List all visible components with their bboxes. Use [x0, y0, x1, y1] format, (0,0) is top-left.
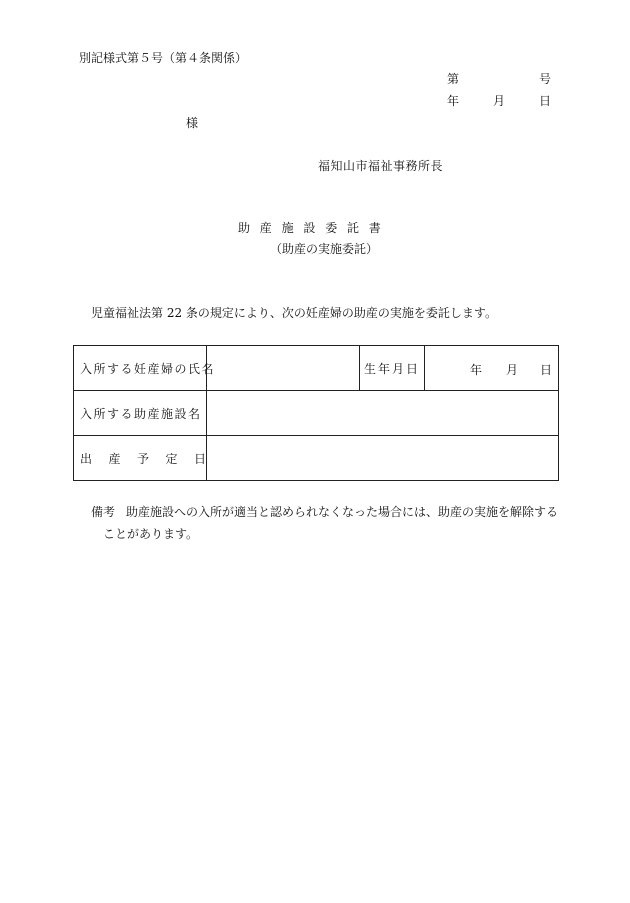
pregnant-woman-name-label: 入所する妊産婦の氏名	[74, 346, 207, 391]
table-row	[74, 436, 559, 481]
birth-date-label: 生年月日	[360, 346, 425, 391]
date-year-label: 年	[447, 94, 460, 108]
birth-year-label: 年	[470, 363, 483, 377]
document-subtitle: （助産の実施委託）	[270, 242, 379, 256]
body-paragraph: 児童福祉法第 22 条の規定により、次の妊産婦の助産の実施を委託します。	[91, 306, 497, 320]
note-text-line2: ことがあります。	[103, 527, 199, 541]
note-text-line1: 助産施設への入所が適当と認められなくなった場合には、助産の実施を解除する	[126, 505, 559, 519]
birth-day-label: 日	[540, 363, 553, 377]
due-date-field[interactable]	[207, 436, 559, 481]
due-date-label: 出産予定日	[74, 436, 207, 481]
facility-name-label: 入所する助産施設名	[74, 391, 207, 436]
birth-month-label: 月	[506, 363, 519, 377]
date-day-label: 日	[539, 94, 552, 108]
doc-number-suffix: 号	[539, 72, 552, 86]
note-heading: 備考	[91, 505, 116, 519]
table-row	[74, 391, 559, 436]
doc-number-prefix: 第	[447, 72, 460, 86]
table-row	[74, 346, 559, 391]
addressee-suffix: 様	[186, 116, 199, 130]
birth-date-field[interactable]	[425, 346, 559, 391]
form-number: 別記様式第５号（第４条関係）	[79, 51, 248, 65]
entrustment-table	[73, 345, 559, 481]
document-title: 助産施設委託書	[238, 221, 391, 235]
issuer-name: 福知山市福祉事務所長	[318, 159, 444, 173]
facility-name-field[interactable]	[207, 391, 559, 436]
date-month-label: 月	[493, 94, 506, 108]
pregnant-woman-name-field[interactable]	[207, 346, 360, 391]
